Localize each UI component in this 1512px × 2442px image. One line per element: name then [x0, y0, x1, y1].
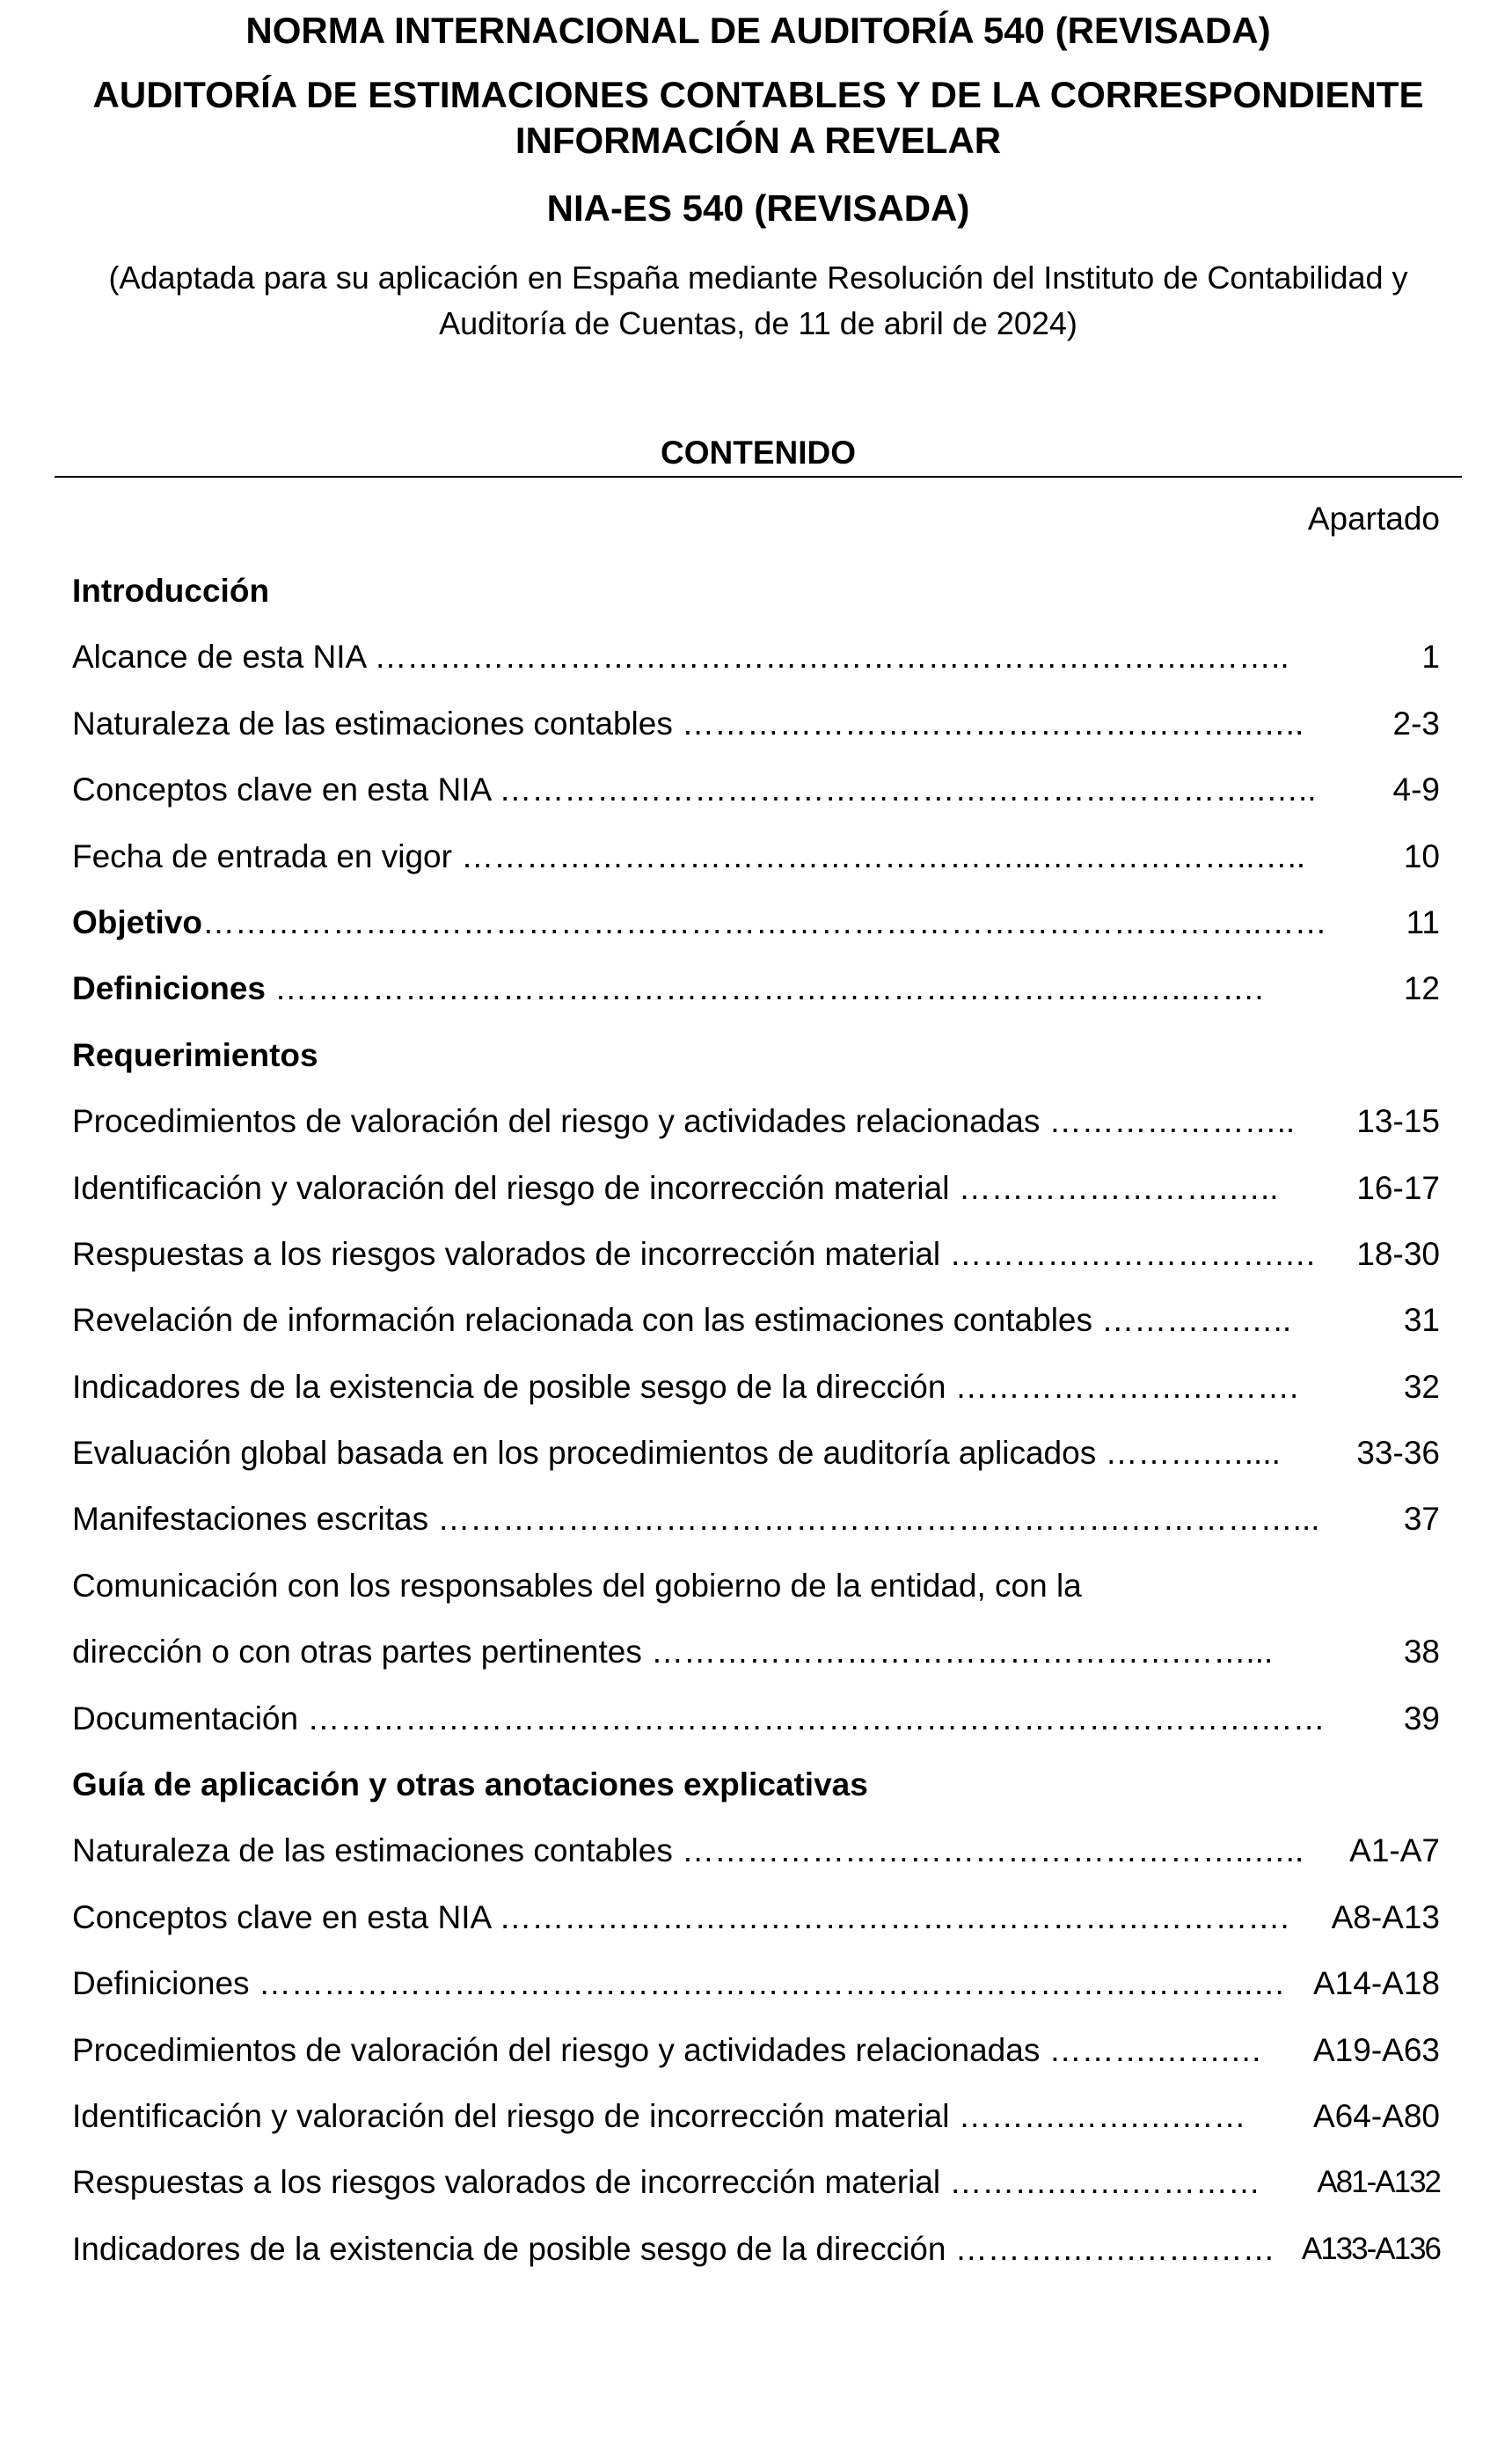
toc-entry-ref: 33-36 [1356, 1435, 1440, 1472]
toc-entry [72, 1686, 1440, 1752]
toc-entry-label: Naturaleza de las estimaciones contables ……………………………………………..….. [72, 1832, 1304, 1869]
toc-entry [72, 2150, 1440, 2216]
toc-entry-label: Naturaleza de las estimaciones contables ……………………………………………..….. [72, 705, 1304, 742]
toc-entry [72, 1288, 1440, 1354]
toc-entry [72, 2084, 1440, 2150]
toc-entry-ref: 11 [1406, 903, 1440, 940]
toc-entry [72, 625, 1440, 691]
toc-entry [72, 824, 1440, 890]
toc-entry-label: Procedimientos de valoración del riesgo y actividades relacionadas ………………….. [72, 1103, 1296, 1140]
toc-entry-label: dirección o con otras partes pertinentes ………………………………………….……... [72, 1634, 1274, 1671]
toc-section-heading [72, 1023, 1440, 1089]
toc-entry-bold [72, 890, 1440, 956]
toc-entry-ref: 32 [1403, 1368, 1440, 1405]
toc-entry-ref: 1 [1421, 639, 1440, 676]
toc-entry-label [72, 901, 1327, 945]
toc-entry [72, 1885, 1440, 1951]
toc-entry [72, 2217, 1440, 2283]
toc-entry-ref: A8-A13 [1331, 1898, 1440, 1935]
toc-entry-ref: 38 [1403, 1634, 1440, 1671]
toc-heading-label: Introducción [72, 573, 270, 609]
toc-entry-label: Conceptos clave en esta NIA ………………………………………………………………. [72, 1898, 1289, 1935]
toc-entry-label: Procedimientos de valoración del riesgo y actividades relacionadas ……….…….… [72, 2031, 1263, 2068]
toc-entry [72, 691, 1440, 757]
toc-entry-ref: 16-17 [1356, 1169, 1440, 1206]
toc-entry-label: Respuestas a los riesgos valorados de incorrección material ……….…….………… [72, 2164, 1260, 2201]
toc-entry-ref: A81-A132 [1317, 2165, 1440, 2200]
toc-entry-ref: A133-A136 [1301, 2231, 1440, 2266]
toc-entry-ref: 13-15 [1356, 1103, 1440, 1140]
toc-entry-ref: 18-30 [1356, 1235, 1440, 1272]
toc-entry-ref: A1-A7 [1349, 1832, 1440, 1869]
toc-entry-label: Indicadores de la existencia de posible sesgo de la dirección ……….…….…….…… [72, 2230, 1275, 2267]
toc-entry [72, 757, 1440, 823]
toc-entry [72, 1619, 1440, 1685]
toc-entry-ref: 31 [1403, 1302, 1440, 1339]
toc-entry-label: Revelación de información relacionada con las estimaciones contables ………….….. [72, 1302, 1292, 1339]
toc-entry-leader: ……………………………………………………………………..…..……. [266, 970, 1264, 1007]
toc-entry-ref: 37 [1403, 1501, 1440, 1538]
toc-entry [72, 1222, 1440, 1288]
toc-entry [72, 1156, 1440, 1222]
adaptation-note-line-1: (Adaptada para su aplicación en España mediante Resolución del Instituto de Contabilidad y [108, 260, 1408, 296]
toc-entry-bold [72, 956, 1440, 1022]
table-of-contents [72, 559, 1440, 2283]
toc-heading-label: Requerimientos [72, 1036, 318, 1073]
toc-entry [72, 1421, 1440, 1487]
toc-entry-label: Comunicación con los responsables del gobierno de la entidad, con la [72, 1567, 1082, 1604]
toc-entry-label: Manifestaciones escritas ……………………………………………………….……………... [72, 1501, 1320, 1538]
toc-entry [72, 1951, 1440, 2017]
toc-entry-bold-text: Definiciones [72, 970, 266, 1007]
toc-entry-label: Alcance de esta NIA …………………………………………………………………..…….. [72, 639, 1289, 676]
toc-entry-ref: A19-A63 [1313, 2031, 1440, 2068]
toc-entry-ref: 10 [1403, 837, 1440, 874]
toc-entry-label [72, 967, 1264, 1011]
toc-entry-ref: 39 [1403, 1700, 1440, 1736]
toc-entry-ref: 4-9 [1392, 771, 1440, 808]
toc-entry-label: Documentación …………………………………………………………………………….…… [72, 1700, 1326, 1736]
toc-entry-ref: 2-3 [1392, 705, 1440, 742]
document-subject [55, 72, 1462, 164]
toc-entry-ref: A14-A18 [1313, 1965, 1440, 2002]
toc-entry-label: Definiciones ………………………………………………………………………………..… [72, 1965, 1286, 2002]
contents-title: CONTENIDO [661, 435, 856, 471]
toc-entry-ref: 12 [1403, 970, 1440, 1007]
document-title: NORMA INTERNACIONAL DE AUDITORÍA 540 (REVISADA) [245, 10, 1271, 51]
standard-code: NIA-ES 540 (REVISADA) [546, 187, 970, 229]
toc-entry-label: Identificación y valoración del riesgo de incorrección material ……….…….….…… [72, 2097, 1246, 2134]
adaptation-note-line-2: Auditoría de Cuentas, de 11 de abril de 2024) [439, 305, 1077, 341]
toc-entry [72, 2018, 1440, 2084]
adaptation-note [55, 255, 1462, 347]
column-label-apartado: Apartado [1307, 501, 1440, 537]
toc-entry-label: Conceptos clave en esta NIA ……………………………………………………………..….. [72, 771, 1317, 808]
toc-entry-leader: ……………………………………………………………………………………..…… [202, 903, 1327, 940]
toc-entry-bold-text: Objetivo [72, 903, 203, 940]
document-subject-line-2: INFORMACIÓN A REVELAR [515, 120, 1002, 161]
toc-entry-ref: A64-A80 [1313, 2097, 1440, 2134]
toc-section-heading [72, 559, 1440, 625]
toc-entry-label: Fecha de entrada en vigor ……………………………………………...………………..….. [72, 837, 1306, 874]
toc-heading-label: Guía de aplicación y otras anotaciones explicativas [72, 1766, 868, 1803]
contents-divider [55, 476, 1462, 478]
toc-entry-label: Evaluación global basada en los procedimientos de auditoría aplicados ……….….... [72, 1435, 1281, 1472]
toc-entry [72, 1089, 1440, 1155]
toc-entry-label: Indicadores de la existencia de posible sesgo de la dirección ………………….………. [72, 1368, 1299, 1405]
toc-entry [72, 1818, 1440, 1884]
toc-entry-continued [72, 1554, 1440, 1619]
toc-entry-label: Identificación y valoración del riesgo de incorrección material …………………….….. [72, 1169, 1279, 1206]
toc-entry-label: Respuestas a los riesgos valorados de incorrección material ………………………….… [72, 1235, 1317, 1272]
document-subject-line-1: AUDITORÍA DE ESTIMACIONES CONTABLES Y DE LA CORRESPONDIENTE [92, 74, 1424, 115]
toc-section-heading [72, 1752, 1440, 1818]
toc-entry [72, 1355, 1440, 1421]
toc-entry [72, 1487, 1440, 1553]
